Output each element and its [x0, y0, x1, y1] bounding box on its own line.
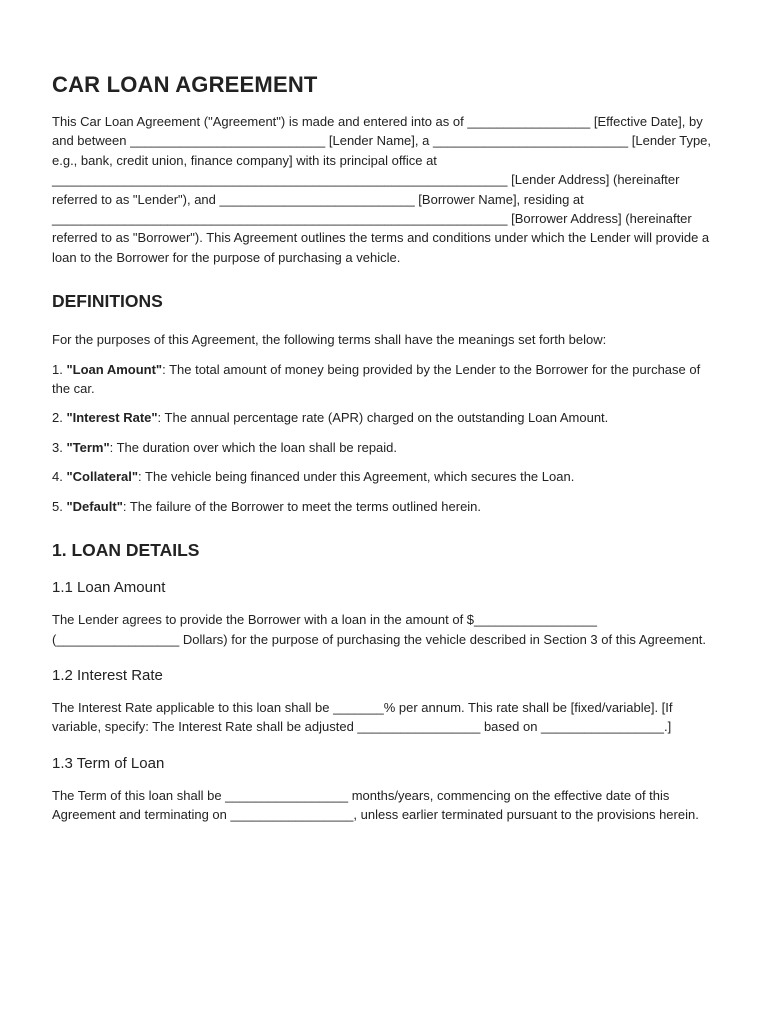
section-heading-interest-rate: 1.2 Interest Rate: [52, 666, 163, 684]
intro-paragraph: This Car Loan Agreement ("Agreement") is made and entered into as of _________________ [Effective Date], by and between ___________________________ [Lender Name], a ___________________________ [Lender Type, e.g., bank, credit union, finance company] with its principal office at _______________________________________________________________ [Lender Address] (hereinafter referred to as "Lender"), and ___________________________ [Borrower Name], residing at _______________________________________________________________ [Borrower Address] (hereinafter referred to as "Borrower"). This Agreement outlines the terms and conditions under which the Lender will provide a loan to the Borrower for the purpose of purchasing a vehicle.: [52, 114, 712, 265]
definition-item: 3. "Term": The duration over which the loan shall be repaid.: [52, 439, 398, 455]
section-paragraph-term-of-loan: The Term of this loan shall be _________________ months/years, commencing on the effective date of this Agreement and terminating on _________________, unless earlier terminated pursuant to the provisions herein.: [52, 787, 699, 823]
definition-term: "Loan Amount": [66, 361, 163, 377]
definition-term: "Interest Rate": [66, 410, 158, 426]
definitions-intro: For the purposes of this Agreement, the following terms shall have the meanings set forth below:: [52, 332, 607, 348]
definition-term: "Default": [66, 498, 123, 514]
definition-item: 1. "Loan Amount": The total amount of money being provided by the Lender to the Borrower for the purchase of the car.: [52, 361, 701, 397]
definition-item: 5. "Default": The failure of the Borrower to meet the terms outlined herein.: [52, 498, 482, 514]
document-title: CAR LOAN AGREEMENT: [52, 72, 318, 97]
section-heading-loan-amount: 1.1 Loan Amount: [52, 579, 166, 597]
loan-details-heading: 1. LOAN DETAILS: [52, 540, 200, 561]
definition-item: 2. "Interest Rate": The annual percentage rate (APR) charged on the outstanding Loan Amount.: [52, 410, 609, 426]
section-paragraph-loan-amount: The Lender agrees to provide the Borrower with a loan in the amount of $_________________ (_________________ Dollars) for the purpose of purchasing the vehicle described in Section 3 of this Agreement.: [52, 612, 707, 647]
section-heading-term-of-loan: 1.3 Term of Loan: [52, 754, 165, 772]
definition-term: "Collateral": [66, 469, 139, 485]
definition-item: 4. "Collateral": The vehicle being financed under this Agreement, which secures the Loan.: [52, 469, 575, 485]
definitions-heading: DEFINITIONS: [52, 291, 163, 312]
definition-term: "Term": [66, 439, 110, 455]
section-paragraph-interest-rate: The Interest Rate applicable to this loan shall be _______% per annum. This rate shall be [fixed/variable]. [If variable, specify: The Interest Rate shall be adjusted _________________ based on _________________.]: [52, 699, 673, 735]
